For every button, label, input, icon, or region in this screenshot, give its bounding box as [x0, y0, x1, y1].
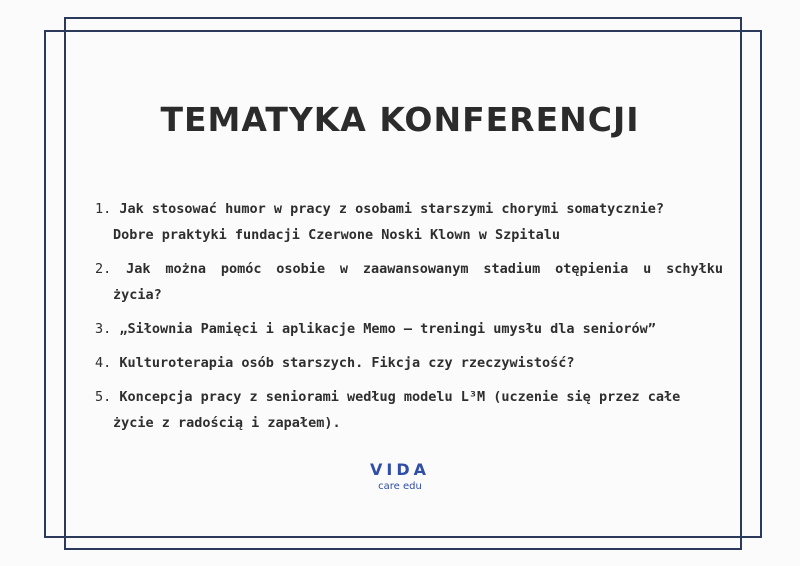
item-text: Jak stosować humor w pracy z osobami starszymi chorymi somatycznie?: [119, 201, 664, 217]
logo-subtitle: care edu: [378, 481, 422, 492]
list-item: [95, 384, 723, 436]
item-number: 3.: [95, 321, 112, 337]
list-item: [95, 256, 723, 308]
item-text: „Siłownia Pamięci i aplikacje Memo – treningi umysłu dla seniorów”: [119, 321, 656, 337]
vida-logo: [0, 460, 800, 494]
item-number: 4.: [95, 355, 112, 371]
page-title: TEMATYKA KONFERENCJI: [160, 100, 640, 139]
item-text: Koncepcja pracy z seniorami według modelu L³M (uczenie się przez całe: [119, 389, 681, 405]
logo-name: VIDA: [370, 460, 430, 479]
item-number: 2.: [95, 261, 112, 277]
item-text-continued: życie z radością i zapałem).: [113, 415, 341, 431]
list-item: [95, 196, 723, 248]
item-text-continued: Dobre praktyki fundacji Czerwone Noski Klown w Szpitalu: [113, 227, 561, 243]
item-text: Kulturoterapia osób starszych. Fikcja czy rzeczywistość?: [119, 355, 575, 371]
item-text-continued: życia?: [113, 287, 162, 303]
item-number: 1.: [95, 201, 112, 217]
item-number: 5.: [95, 389, 112, 405]
list-item: [95, 350, 723, 376]
topic-list: [95, 196, 723, 444]
item-text: Jak można pomóc osobie w zaawansowanym stadium otępienia u schyłku: [126, 261, 723, 277]
list-item: [95, 316, 723, 342]
